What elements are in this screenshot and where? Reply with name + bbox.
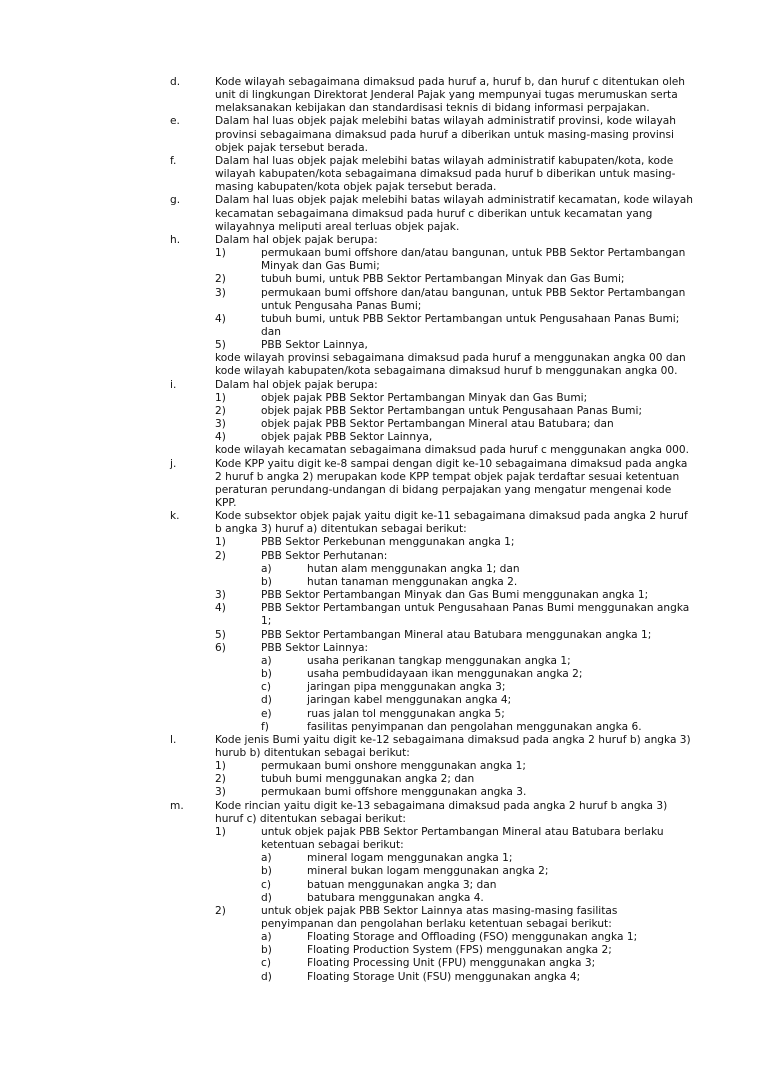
list-item-level-2 — [0, 550, 763, 563]
item-marker: d) — [261, 891, 272, 904]
item-text: Dalam hal objek pajak berupa: — [215, 233, 378, 246]
item-marker: l. — [170, 733, 177, 746]
item-text: permukaan bumi offshore dan/atau bangunan, untuk PBB Sektor Pertambangan Minyak dan Gas Bumi; — [261, 247, 686, 273]
item-text: objek pajak PBB Sektor Lainnya, — [261, 431, 433, 444]
item-marker: b) — [261, 575, 272, 588]
list-item-level-2 — [0, 760, 763, 773]
item-marker: i. — [170, 378, 177, 391]
item-marker: m. — [170, 799, 184, 812]
list-item-level-2 — [0, 247, 763, 273]
item-marker: c) — [261, 681, 271, 694]
item-marker: d) — [261, 970, 272, 983]
item-marker: b) — [261, 865, 272, 878]
list-item-level-3 — [0, 708, 763, 721]
list-item-level-2 — [0, 629, 763, 642]
item-text: jaringan pipa menggunakan angka 3; — [307, 681, 506, 694]
list-item-level-2 — [0, 273, 763, 286]
list-item-level-2 — [0, 431, 763, 444]
item-marker: g. — [170, 194, 181, 207]
item-text: PBB Sektor Lainnya: — [261, 641, 369, 654]
list-item-level-2 — [0, 773, 763, 786]
item-closing-text: kode wilayah provinsi sebagaimana dimaksud pada huruf a menggunakan angka 00 dan kode wilayah kabupaten/kota sebagaimana dimaksud huruf b menggunakan angka 00. — [215, 352, 686, 378]
item-marker: 2) — [215, 273, 226, 286]
item-text: PBB Sektor Pertambangan Mineral atau Batubara menggunakan angka 1; — [261, 628, 652, 641]
item-text: usaha pembudidayaan ikan menggunakan angka 2; — [307, 668, 583, 681]
item-marker: 3) — [215, 418, 226, 431]
list-item-level-1 — [0, 194, 763, 233]
item-text: PBB Sektor Perhutanan: — [261, 549, 388, 562]
list-item-level-3 — [0, 681, 763, 694]
item-marker: 2) — [215, 549, 226, 562]
item-text: Kode jenis Bumi yaitu digit ke-12 sebagaimana dimaksud pada angka 2 huruf b) angka 3) hurub b) ditentukan sebagai berikut: — [215, 733, 691, 759]
list-item-level-1 — [0, 234, 763, 247]
item-marker: k. — [170, 510, 180, 523]
item-text: tubuh bumi menggunakan angka 2; dan — [261, 773, 475, 786]
list-item-level-2 — [0, 405, 763, 418]
list-item-level-2 — [0, 642, 763, 655]
item-text: Kode wilayah sebagaimana dimaksud pada huruf a, huruf b, dan huruf c ditentukan oleh unit di lingkungan Direktorat Jenderal Pajak yang mempunyai tugas merumuskan serta melaksanakan kebijakan dan standardisasi teknis di bidang informasi perpajakan. — [215, 76, 685, 115]
list-item-level-2 — [0, 392, 763, 405]
item-text: objek pajak PBB Sektor Pertambangan Minyak dan Gas Bumi; — [261, 391, 588, 404]
item-text: hutan alam menggunakan angka 1; dan — [307, 562, 520, 575]
item-text: Kode subsektor objek pajak yaitu digit ke-11 sebagaimana dimaksud pada angka 2 huruf b angka 3) huruf a) ditentukan sebagai berikut: — [215, 510, 688, 536]
list-item-level-2 — [0, 826, 763, 852]
list-item-level-3 — [0, 563, 763, 576]
item-text: batubara menggunakan angka 4. — [307, 891, 484, 904]
item-text: Kode KPP yaitu digit ke-8 sampai dengan digit ke-10 sebagaimana dimaksud pada angka 2 huruf b angka 2) merupakan kode KPP tempat objek pajak terdaftar sesuai ketentuan peraturan perundang-undangan di bidang perpajakan yang mengatur mengenai kode KPP. — [215, 457, 688, 509]
item-text: Dalam hal luas objek pajak melebihi batas wilayah administratif provinsi, kode wilayah provinsi sebagaimana dimaksud pada huruf a diberikan untuk masing-masing provinsi objek pajak tersebut berada. — [215, 115, 676, 154]
item-text: Floating Production System (FPS) menggunakan angka 2; — [307, 944, 612, 957]
item-text: untuk objek pajak PBB Sektor Pertambangan Mineral atau Batubara berlaku ketentuan sebagai berikut: — [261, 825, 664, 852]
list-item-level-2 — [0, 313, 763, 339]
item-marker: c) — [261, 957, 271, 970]
list-item-level-2 — [0, 339, 763, 352]
item-text: untuk objek pajak PBB Sektor Lainnya atas masing-masing fasilitas penyimpanan dan pengolahan berlaku ketentuan sebagai berikut: — [261, 904, 618, 930]
item-marker: c) — [261, 878, 271, 891]
list-item-level-1 — [0, 115, 763, 154]
item-marker: 1) — [215, 391, 226, 404]
item-text: PBB Sektor Lainnya, — [261, 339, 368, 352]
item-text: usaha perikanan tangkap menggunakan angka 1; — [307, 654, 571, 667]
list-item-level-1 — [0, 458, 763, 511]
item-text: ruas jalan tol menggunakan angka 5; — [307, 707, 505, 720]
item-marker: d) — [261, 694, 272, 707]
item-text: permukaan bumi onshore menggunakan angka 1; — [261, 760, 526, 773]
item-marker: e. — [170, 115, 180, 128]
item-marker: 4) — [215, 602, 226, 615]
item-marker: 3) — [215, 589, 226, 602]
item-marker: 2) — [215, 773, 226, 786]
item-text: objek pajak PBB Sektor Pertambangan Mineral atau Batubara; dan — [261, 418, 614, 431]
item-text: jaringan kabel menggunakan angka 4; — [307, 694, 512, 707]
list-item-level-3 — [0, 576, 763, 589]
item-text: permukaan bumi offshore dan/atau bangunan, untuk PBB Sektor Pertambangan untuk Pengusaha Panas Bumi; — [261, 286, 686, 312]
item-text: Dalam hal luas objek pajak melebihi batas wilayah administratif kabupaten/kota, kode wilayah kabupaten/kota sebagaimana dimaksud pada huruf b diberikan untuk masing-masing kabupaten/kota objek pajak tersebut berada. — [215, 154, 676, 194]
item-text: fasilitas penyimpanan dan pengolahan menggunakan angka 6. — [307, 720, 642, 733]
item-marker: a) — [261, 852, 272, 865]
list-item-level-3 — [0, 694, 763, 707]
list-item-level-3 — [0, 957, 763, 970]
item-marker: 6) — [215, 641, 226, 654]
list-item-level-3 — [0, 655, 763, 668]
item-text: Floating Storage and Offloading (FSO) menggunakan angka 1; — [307, 931, 638, 944]
item-marker: 1) — [215, 825, 226, 838]
list-item-level-2 — [0, 287, 763, 313]
list-item-level-3 — [0, 668, 763, 681]
list-item-level-1 — [0, 379, 763, 392]
item-text: mineral bukan logam menggunakan angka 2; — [307, 865, 549, 878]
list-item-level-3 — [0, 721, 763, 734]
item-marker: j. — [170, 457, 177, 470]
item-closing-text: kode wilayah kecamatan sebagaimana dimaksud pada huruf c menggunakan angka 000. — [215, 444, 689, 457]
list-item-level-1 — [0, 510, 763, 536]
list-item-level-2 — [0, 602, 763, 628]
item-marker: 4) — [215, 312, 226, 325]
item-text: PBB Sektor Pertambangan Minyak dan Gas Bumi menggunakan angka 1; — [261, 589, 649, 602]
item-text: Dalam hal objek pajak berupa: — [215, 378, 378, 391]
list-item-level-3 — [0, 879, 763, 892]
item-marker: 1) — [215, 760, 226, 773]
item-text: PBB Sektor Pertambangan untuk Pengusahaan Panas Bumi menggunakan angka 1; — [261, 602, 690, 628]
list-item-level-3 — [0, 852, 763, 865]
item-marker: b) — [261, 944, 272, 957]
legal-provision-list — [0, 76, 763, 984]
list-item-level-3 — [0, 931, 763, 944]
item-text: Floating Processing Unit (FPU) menggunakan angka 3; — [307, 957, 596, 970]
item-marker: 3) — [215, 286, 226, 299]
item-marker: 2) — [215, 904, 226, 917]
list-item-level-3 — [0, 892, 763, 905]
item-marker: a) — [261, 562, 272, 575]
item-text: permukaan bumi offshore menggunakan angka 3. — [261, 786, 527, 799]
list-item-level-3 — [0, 865, 763, 878]
list-item-level-1 — [0, 76, 763, 115]
list-item-level-2 — [0, 786, 763, 799]
item-text: Kode rincian yaitu digit ke-13 sebagaimana dimaksud pada angka 2 huruf b angka 3) huruf c) ditentukan sebagai berikut: — [215, 799, 668, 825]
item-marker: 5) — [215, 628, 226, 641]
item-marker: a) — [261, 654, 272, 667]
item-marker: f) — [261, 720, 269, 733]
item-marker: 2) — [215, 404, 226, 417]
list-item-level-2 — [0, 418, 763, 431]
list-item-level-1 — [0, 155, 763, 194]
item-text: objek pajak PBB Sektor Pertambangan untuk Pengusahaan Panas Bumi; — [261, 404, 643, 417]
item-text: Floating Storage Unit (FSU) menggunakan angka 4; — [307, 970, 581, 983]
list-item-level-3 — [0, 944, 763, 957]
list-item-level-2 — [0, 536, 763, 549]
list-item-level-2 — [0, 589, 763, 602]
list-item-level-1 — [0, 800, 763, 826]
item-marker: 1) — [215, 536, 226, 549]
item-marker: h. — [170, 233, 181, 246]
item-marker: b) — [261, 668, 272, 681]
item-marker: 4) — [215, 431, 226, 444]
item-marker: d. — [170, 76, 181, 88]
item-marker: a) — [261, 931, 272, 944]
item-text: batuan menggunakan angka 3; dan — [307, 878, 497, 891]
item-text: Dalam hal luas objek pajak melebihi batas wilayah administratif kecamatan, kode wilayah kecamatan sebagaimana dimaksud pada huruf c diberikan untuk kecamatan yang wilayahnya meliputi areal terluas objek pajak. — [215, 194, 693, 233]
item-marker: 5) — [215, 339, 226, 352]
item-text: tubuh bumi, untuk PBB Sektor Pertambangan untuk Pengusahaan Panas Bumi; dan — [261, 312, 680, 338]
item-marker: 1) — [215, 247, 226, 260]
item-text: hutan tanaman menggunakan angka 2. — [307, 575, 518, 588]
list-item-level-1 — [0, 734, 763, 760]
item-text: PBB Sektor Perkebunan menggunakan angka 1; — [261, 536, 515, 549]
item-marker: 3) — [215, 786, 226, 799]
list-item-level-2 — [0, 905, 763, 931]
list-item-level-3 — [0, 971, 763, 984]
item-marker: e) — [261, 707, 272, 720]
item-marker: f. — [170, 154, 177, 167]
item-text: mineral logam menggunakan angka 1; — [307, 852, 513, 865]
item-text: tubuh bumi, untuk PBB Sektor Pertambangan Minyak dan Gas Bumi; — [261, 273, 625, 286]
